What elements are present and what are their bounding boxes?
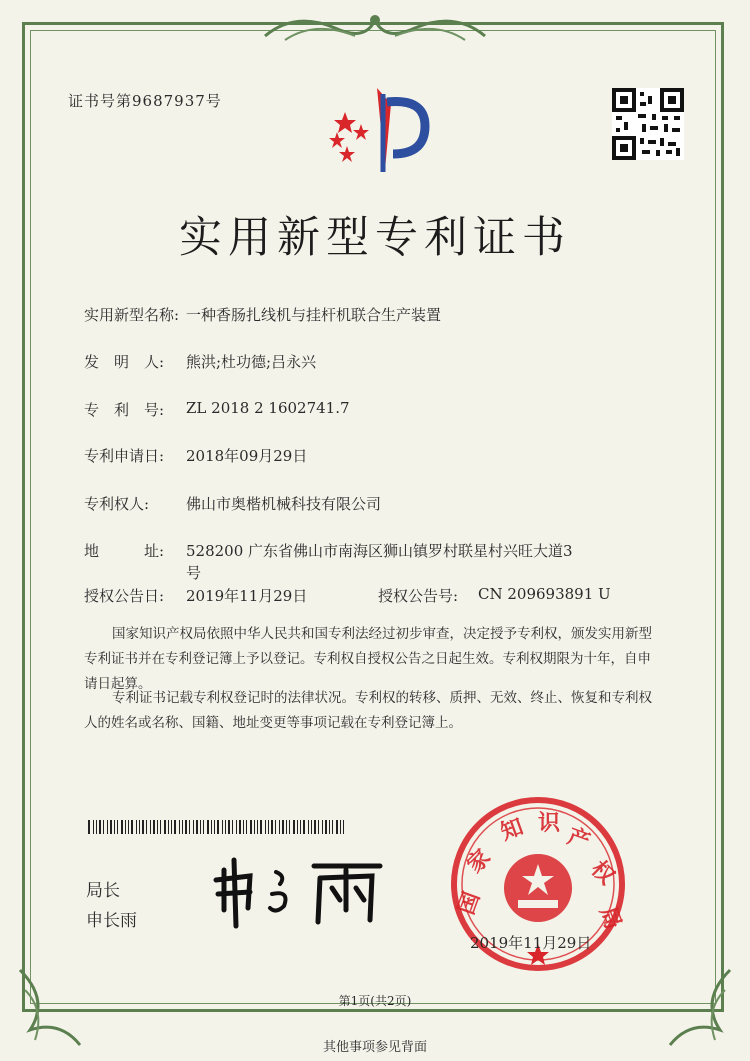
page-indicator: 第1页(共2页) xyxy=(338,994,412,1008)
filing-date-value: 2018年09月29日 xyxy=(186,447,308,465)
svg-text:家: 家 xyxy=(462,844,496,879)
certificate-title: 实用新型专利证书 xyxy=(179,213,571,263)
address-value-line2: 号 xyxy=(186,564,202,582)
svg-text:国: 国 xyxy=(454,888,486,919)
declaration-paragraph: 国家知识产权局依照中华人民共和国专利法经过初步审查，决定授予专利权，颁发实用新型专利证书并在专利登记簿上予以登记。专利权自授权公告之日起生效。专利权期限为十年，自申请日起算。 xyxy=(84,626,652,692)
patent-number-value: ZL 2018 2 1602741.7 xyxy=(186,399,350,417)
grant-date-label: 授权公告日: xyxy=(84,587,165,605)
grant-date-value: 2019年11月29日 xyxy=(186,587,308,605)
barcode-icon xyxy=(88,820,348,834)
inventor-value: 熊洪;杜功德;吕永兴 xyxy=(186,353,317,371)
inventor-label: 发 明 人: xyxy=(84,353,165,371)
svg-text:产: 产 xyxy=(563,824,594,856)
top-ornament xyxy=(255,6,495,50)
patentee-value: 佛山市奥楷机械科技有限公司 xyxy=(186,495,382,513)
cnipa-logo-icon xyxy=(325,84,435,174)
seal-date: 2019年11月29日 xyxy=(470,934,592,952)
footer-note: 其他事项参见背面 xyxy=(322,1040,427,1055)
legal-status-paragraph: 专利证书记载专利权登记时的法律状况。专利权的转移、质押、无效、终止、恢复和专利权人的姓名或名称、国籍、地址变更等事项记载在专利登记簿上。 xyxy=(84,690,652,731)
patentee-label: 专利权人: xyxy=(84,495,150,513)
patent-number-label: 专 利 号: xyxy=(84,401,165,419)
svg-text:局: 局 xyxy=(594,903,626,933)
grant-number-value: CN 209693891 U xyxy=(478,585,611,603)
director-signature xyxy=(210,850,390,930)
address-label: 地 址: xyxy=(84,542,165,560)
svg-text:知: 知 xyxy=(497,814,527,846)
utility-model-name-value: 一种香肠扎线机与挂杆机联合生产装置 xyxy=(186,306,442,324)
utility-model-name-label: 实用新型名称: xyxy=(84,306,180,324)
certificate-number: 证书号第9687937号 xyxy=(68,92,222,110)
svg-text:权: 权 xyxy=(585,856,620,890)
qr-code-icon xyxy=(612,88,684,160)
filing-date-label: 专利申请日: xyxy=(84,447,165,465)
director-title: 局长 xyxy=(86,881,120,901)
address-value-line1: 528200 广东省佛山市南海区狮山镇罗村联星村兴旺大道3 xyxy=(186,542,573,560)
svg-text:识: 识 xyxy=(538,811,561,836)
director-name: 申长雨 xyxy=(86,911,137,931)
grant-number-label: 授权公告号: xyxy=(378,587,459,605)
